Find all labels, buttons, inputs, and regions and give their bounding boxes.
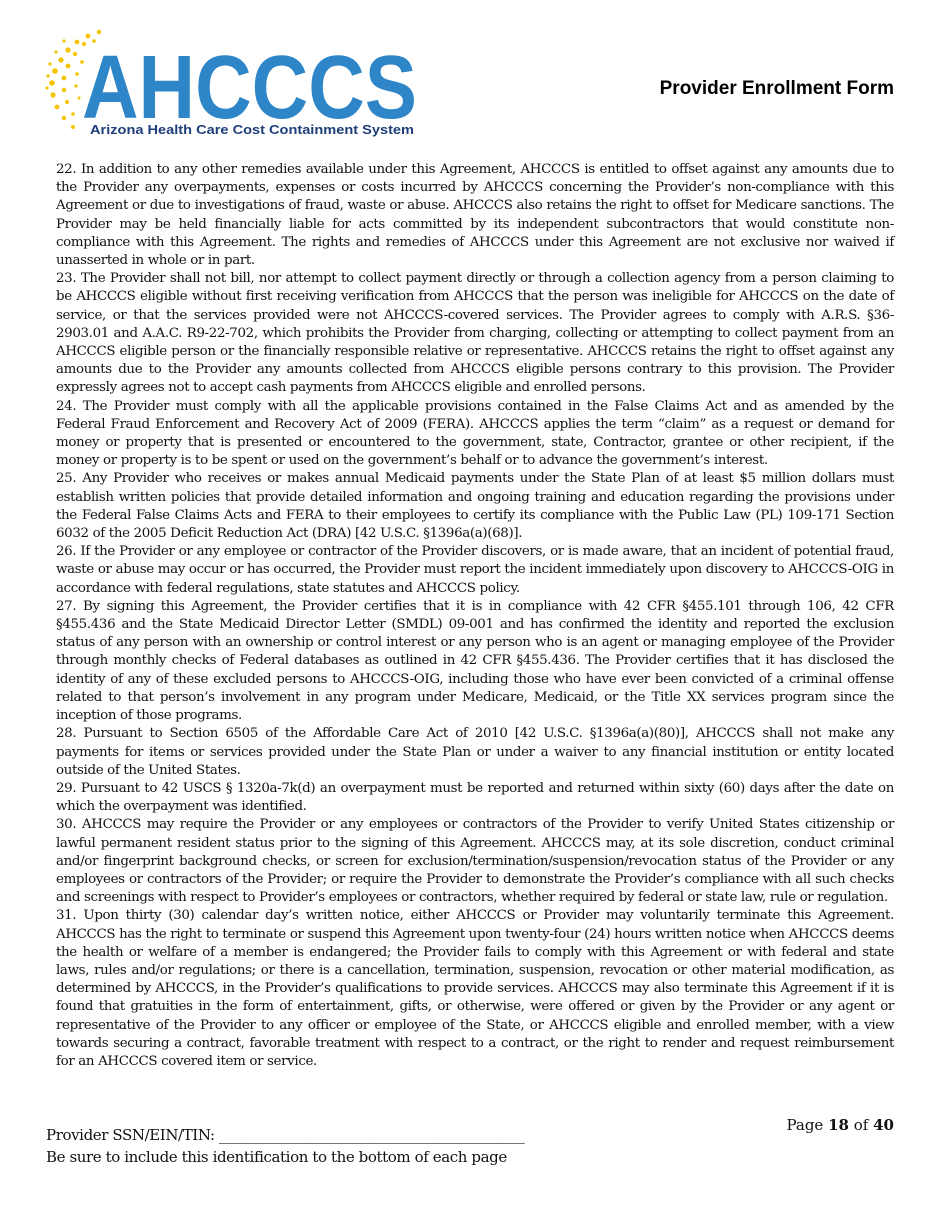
clause-30: 30. AHCCCS may require the Provider or any employees or contractors of the Provider to verify United States citizenship or lawful permanent resident status prior to the signing of this Agreement. AHCCCS may, at its sole discretion, conduct criminal and/or fingerprint background checks, or screen for exclusion/termination/suspension/revocation status of the Provider or any employees or contractors of the Provider; or require the Provider to demonstrate the Provider’s compliance with all such checks and screenings with respect to Provider’s employees or contractors, whether required by federal or state law, rule or regulation. bbox=[56, 817, 894, 906]
form-title: Provider Enrollment Form bbox=[659, 78, 894, 99]
page-of: of bbox=[853, 1116, 869, 1134]
page-word: Page bbox=[786, 1116, 824, 1134]
logo-subtitle: Arizona Health Care Cost Containment System bbox=[90, 122, 414, 137]
clause-27: 27. By signing this Agreement, the Provider certifies that it is in compliance with 42 CFR §455.101 through 106, 42 CFR §455.436 and the State Medicaid Director Letter (SMDL) 09-001 and has confirmed the identity and reported the exclusion status of any person with an ownership or control interest or any person who is an agent or managing employee of the Provider through monthly checks of Federal databases as outlined in 42 CFR §455.436. The Provider certifies that it has disclosed the identity of any of these excluded persons to AHCCCS-OIG, including those who have ever been convicted of a criminal offense related to that person’s involvement in any program under Medicare, Medicaid, or the Title XX services program since the inception of those programs. bbox=[56, 598, 894, 724]
clause-31: 31. Upon thirty (30) calendar day’s written notice, either AHCCCS or Provider may voluntarily terminate this Agreement. AHCCCS has the right to terminate or suspend this Agreement upon twenty-four (24) hours written notice when AHCCCS deems the health or welfare of a member is endangered; the Provider fails to comply with this Agreement or with federal and state laws, rules and/or regulations; or there is a cancellation, termination, suspension, revocation or other material modification, as determined by AHCCCS, in the Provider’s qualifications to provide services. AHCCCS may also terminate this Agreement if it is found that gratuities in the form of entertainment, gifts, or otherwise, were offered or given by the Provider or any agent or representative of the Provider to any officer or employee of the State, or AHCCCS eligible and enrolled member, with a view towards securing a contract, favorable treatment with respect to a contract, or the right to render and request reimbursement for an AHCCCS covered item or service. bbox=[56, 908, 894, 1069]
clause-25: 25. Any Provider who receives or makes annual Medicaid payments under the State Plan of at least $5 million dollars must establish written policies that provide detailed information and ongoing training and education regarding the provisions under the Federal False Claims Acts and FERA to their employees to certify its compliance with the Public Law (PL) 109-171 Section 6032 of the 2005 Deficit Reduction Act (DRA) [42 U.S.C. §1396a(a)(68)]. bbox=[56, 471, 894, 542]
ahcccs-logo bbox=[44, 26, 424, 142]
page-current: 18 bbox=[828, 1116, 849, 1134]
clause-23: 23. The Provider shall not bill, nor attempt to collect payment directly or through a collection agency from a person claiming to be AHCCCS eligible without first receiving verification from AHCCCS that the person was ineligible for AHCCCS on the date of service, or that the services provided were not AHCCCS-covered services. The Provider agrees to comply with A.R.S. §36-2903.01 and A.A.C. R9-22-702, which prohibits the Provider from charging, collecting or attempting to collect payment from an AHCCCS eligible person or the financially responsible relative or representative. AHCCCS retains the right to offset against any amounts due to the Provider any amounts collected from AHCCCS eligible persons contrary to this provision. The Provider expressly agrees not to accept cash payments from AHCCCS eligible and enrolled persons. bbox=[56, 271, 894, 396]
footer-identification bbox=[46, 1124, 524, 1168]
tin-field-label: Provider SSN/EIN/TIN: ___________________________________________ bbox=[46, 1126, 525, 1144]
agreement-text bbox=[56, 161, 894, 1071]
clause-22: 22. In addition to any other remedies available under this Agreement, AHCCCS is entitled to offset against any amounts due to the Provider any overpayments, expenses or costs incurred by AHCCCS concerning the Provider’s non-compliance with this Agreement or due to investigations of fraud, waste or abuse. AHCCCS also retains the right to offset for Medicare sanctions. The Provider may be held financially liable for acts committed by its independent subcontractors that would constitute non-compliance with this Agreement. The rights and remedies of AHCCCS under this Agreement are not exclusive nor waived if unasserted in whole or in part. bbox=[56, 162, 894, 269]
clause-28: 28. Pursuant to Section 6505 of the Affordable Care Act of 2010 [42 U.S.C. §1396a(a)(80)], AHCCCS shall not make any payments for items or services provided under the State Plan or under a waiver to any financial institution or entity located outside of the United States. bbox=[56, 726, 894, 778]
page-total: 40 bbox=[873, 1116, 894, 1134]
clause-24: 24. The Provider must comply with all the applicable provisions contained in the False Claims Act and as amended by the Federal Fraud Enforcement and Recovery Act of 2009 (FERA). AHCCCS applies the term “claim” as a request or demand for money or property that is presented or encountered to the government, state, Contractor, grantee or other recipient, if the money or property is to be spent or used on the government’s behalf or to advance the government’s interest. bbox=[56, 398, 894, 469]
page-number bbox=[786, 1116, 894, 1134]
clause-26: 26. If the Provider or any employee or contractor of the Provider discovers, or is made aware, that an incident of potential fraud, waste or abuse may occur or has occurred, the Provider must report the incident immediately upon discovery to AHCCCS-OIG in accordance with federal regulations, state statutes and AHCCCS policy. bbox=[56, 544, 894, 596]
footer-instruction: Be sure to include this identification to the bottom of each page bbox=[46, 1148, 507, 1166]
clause-29: 29. Pursuant to 42 USCS § 1320a-7k(d) an overpayment must be reported and returned within sixty (60) days after the date on which the overpayment was identified. bbox=[56, 780, 894, 815]
logo-wordmark: AHCCCS bbox=[82, 38, 417, 138]
